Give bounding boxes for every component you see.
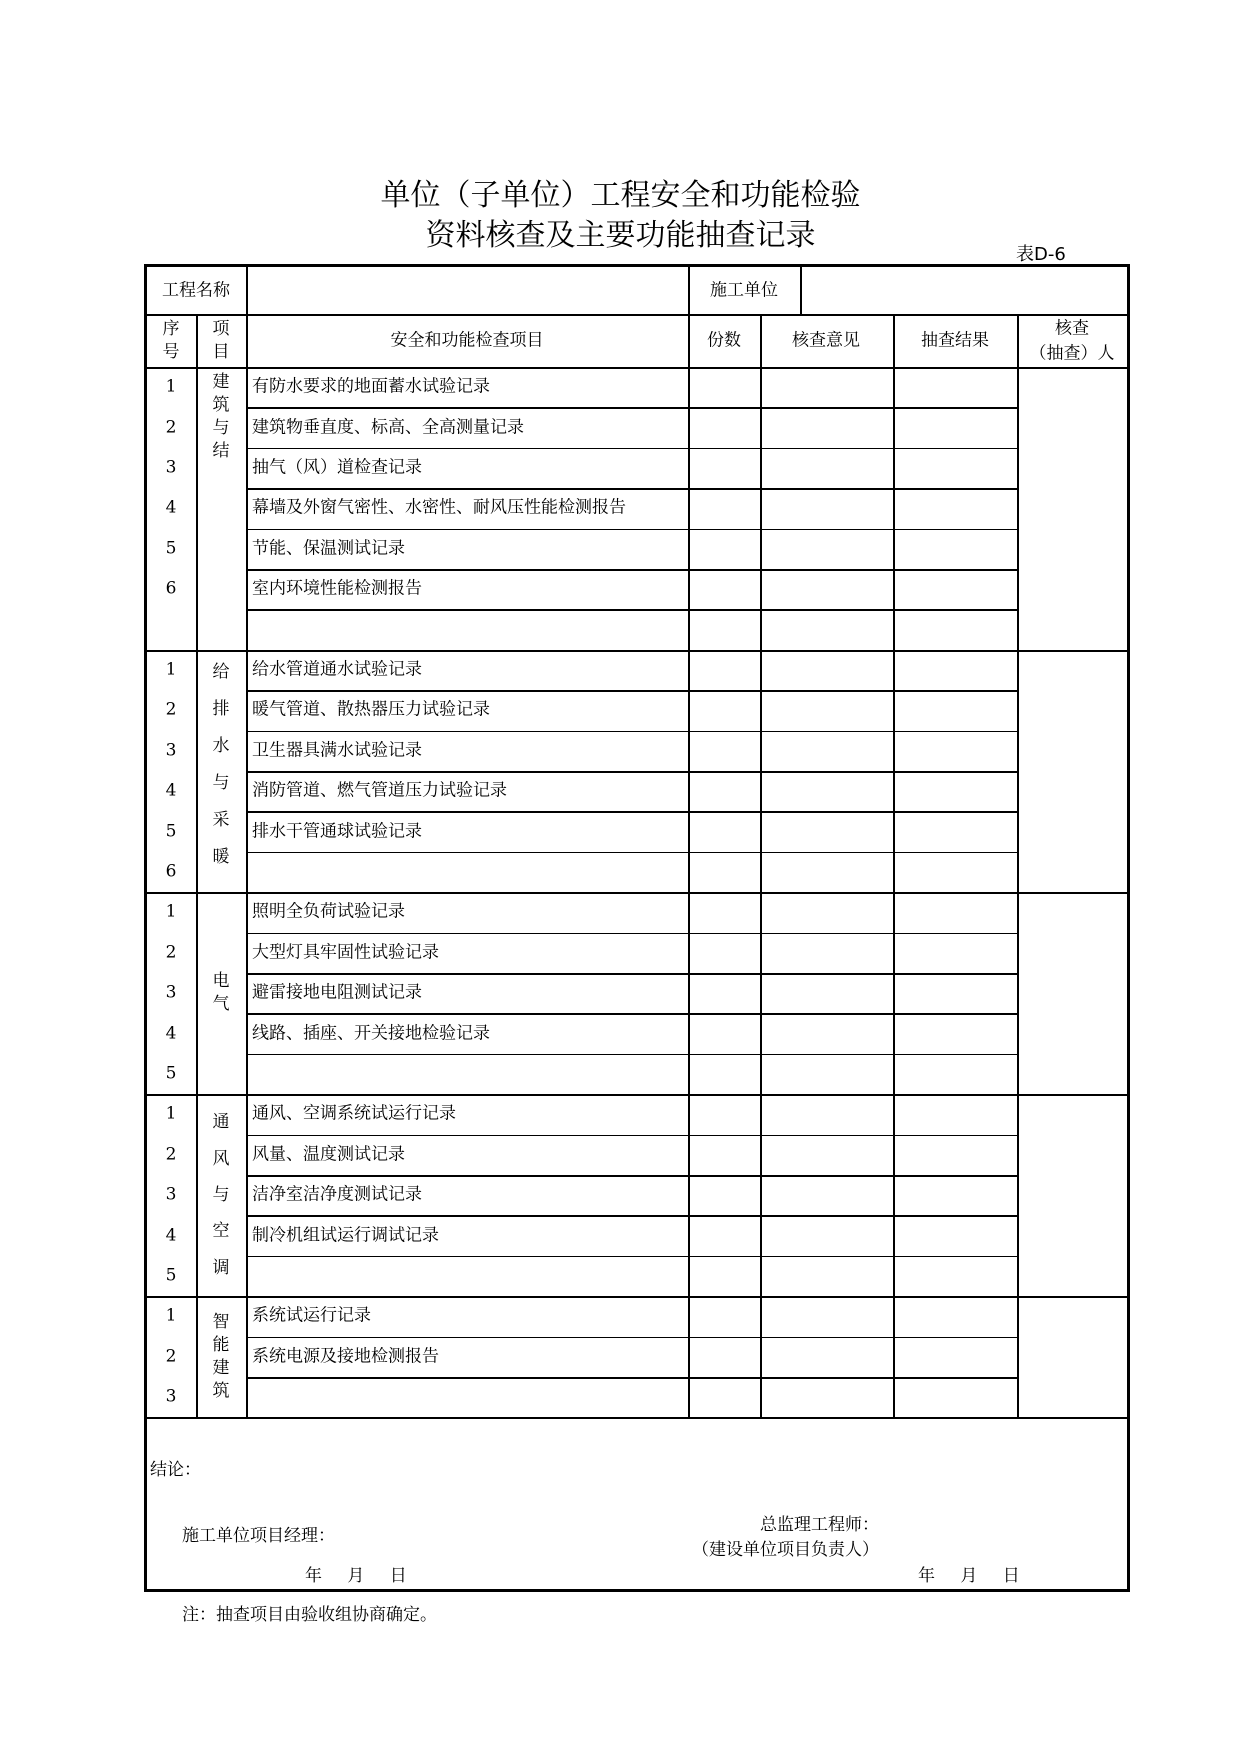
rule xyxy=(800,264,802,314)
rule xyxy=(760,1094,762,1296)
rule xyxy=(760,367,762,650)
check-item: 消防管道、燃气管道压力试验记录 xyxy=(252,780,507,801)
rule xyxy=(145,1094,1128,1096)
rule xyxy=(246,1135,1017,1137)
rule xyxy=(246,1337,1017,1339)
rule xyxy=(246,973,1017,975)
row-number: 4 xyxy=(165,497,177,518)
rule xyxy=(1017,314,1019,367)
row-number: 3 xyxy=(165,1386,177,1407)
col-copies-header: 份数 xyxy=(707,330,741,351)
rule xyxy=(246,690,1017,692)
check-item: 排水干管通球试验记录 xyxy=(252,821,422,842)
row-number: 1 xyxy=(165,659,177,680)
row-number: 5 xyxy=(165,821,177,842)
check-item: 给水管道通水试验记录 xyxy=(252,659,422,680)
rule xyxy=(246,1175,1017,1177)
rule xyxy=(145,1296,1128,1298)
check-item: 照明全负荷试验记录 xyxy=(252,901,405,922)
check-item: 建筑物垂直度、标高、全高测量记录 xyxy=(252,417,524,438)
rule xyxy=(196,314,198,367)
rule xyxy=(246,1054,1017,1056)
row-number: 5 xyxy=(165,538,177,559)
rule xyxy=(688,367,690,650)
rule xyxy=(246,367,248,650)
title: 单位（子单位）工程安全和功能检验 xyxy=(380,178,861,213)
rule xyxy=(196,892,198,1094)
col-item-header: 项 目 xyxy=(212,319,230,362)
subtitle: 资料核查及主要功能抽查记录 xyxy=(425,218,816,253)
rule xyxy=(760,892,762,1094)
rule xyxy=(246,650,248,892)
row-number: 6 xyxy=(165,578,177,599)
rule xyxy=(1017,892,1019,1094)
rule xyxy=(893,367,895,650)
rule xyxy=(688,892,690,1094)
rule xyxy=(246,448,1017,450)
col-opinion-header: 核查意见 xyxy=(792,330,860,351)
rule xyxy=(145,650,1128,652)
section-label: 通 风 与 空 调 xyxy=(212,1112,230,1278)
rule xyxy=(246,407,1017,409)
rule xyxy=(760,314,762,367)
rule xyxy=(246,569,1017,571)
row-number: 3 xyxy=(165,982,177,1003)
check-item: 系统电源及接地检测报告 xyxy=(252,1346,439,1367)
rule xyxy=(246,933,1017,935)
rule xyxy=(688,264,690,314)
row-number: 1 xyxy=(165,1103,177,1124)
conclusion-label: 结论： xyxy=(150,1460,201,1480)
rule xyxy=(246,1094,248,1296)
rule xyxy=(1017,650,1019,892)
rule xyxy=(246,731,1017,733)
col-seq-header: 序 号 xyxy=(162,319,180,362)
row-number: 4 xyxy=(165,1225,177,1246)
owner-representative-label: （建设单位项目负责人） xyxy=(692,1540,879,1560)
rule xyxy=(688,1296,690,1417)
rule xyxy=(246,1013,1017,1015)
date-left: 年 月 日 xyxy=(305,1566,407,1586)
rule xyxy=(760,1296,762,1417)
rule xyxy=(246,1215,1017,1217)
rule xyxy=(893,650,895,892)
check-item: 避雷接地电阻测试记录 xyxy=(252,982,422,1003)
date-right: 年 月 日 xyxy=(918,1566,1020,1586)
rule xyxy=(1017,367,1019,650)
construction-unit-label: 施工单位 xyxy=(710,280,778,301)
rule xyxy=(688,650,690,892)
rule xyxy=(246,852,1017,854)
rule xyxy=(145,314,1128,316)
section-label: 给 排 水 与 采 暖 xyxy=(212,661,230,868)
section-label: 建 筑 与 结 xyxy=(212,372,230,461)
rule xyxy=(246,488,1017,490)
rule xyxy=(246,811,1017,813)
project-name-label: 工程名称 xyxy=(162,280,230,301)
check-item: 制冷机组试运行调试记录 xyxy=(252,1225,439,1246)
rule xyxy=(760,650,762,892)
footnote: 注：抽查项目由验收组协商确定。 xyxy=(182,1605,437,1625)
rule xyxy=(145,1417,1128,1419)
col-person-header-2: （抽查）人 xyxy=(1029,343,1115,364)
row-number: 1 xyxy=(165,1305,177,1326)
rule xyxy=(196,1094,198,1296)
rule xyxy=(688,1094,690,1296)
check-item: 有防水要求的地面蓄水试验记录 xyxy=(252,376,490,397)
row-number: 6 xyxy=(165,861,177,882)
rule xyxy=(1017,1094,1019,1296)
form-number: 表D-6 xyxy=(1016,244,1066,265)
check-item: 通风、空调系统试运行记录 xyxy=(252,1103,456,1124)
row-number: 2 xyxy=(165,699,177,720)
col-check-item-header: 安全和功能检查项目 xyxy=(390,330,544,351)
row-number: 3 xyxy=(165,457,177,478)
col-result-header: 抽查结果 xyxy=(921,330,989,351)
rule xyxy=(246,771,1017,773)
rule xyxy=(893,1296,895,1417)
row-number: 2 xyxy=(165,417,177,438)
row-number: 4 xyxy=(165,780,177,801)
check-item: 卫生器具满水试验记录 xyxy=(252,740,422,761)
check-item: 室内环境性能检测报告 xyxy=(252,578,422,599)
rule xyxy=(893,314,895,367)
row-number: 1 xyxy=(165,376,177,397)
rule xyxy=(196,1296,198,1417)
check-item: 风量、温度测试记录 xyxy=(252,1144,405,1165)
row-number: 5 xyxy=(165,1063,177,1084)
row-number: 2 xyxy=(165,1346,177,1367)
project-manager-label: 施工单位项目经理： xyxy=(182,1526,335,1546)
col-person-header-1: 核查 xyxy=(1055,318,1089,339)
check-item: 线路、插座、开关接地检验记录 xyxy=(252,1023,490,1044)
row-number: 1 xyxy=(165,901,177,922)
rule xyxy=(246,264,248,314)
check-item: 幕墙及外窗气密性、水密性、耐风压性能检测报告 xyxy=(252,497,626,518)
check-item: 大型灯具牢固性试验记录 xyxy=(252,942,439,963)
rule xyxy=(196,367,198,650)
rule xyxy=(196,650,198,892)
rule xyxy=(246,609,1017,611)
rule xyxy=(145,367,1128,369)
rule xyxy=(1017,1296,1019,1417)
rule xyxy=(246,892,248,1094)
check-item: 暖气管道、散热器压力试验记录 xyxy=(252,699,490,720)
row-number: 5 xyxy=(165,1265,177,1286)
check-item: 抽气（风）道检查记录 xyxy=(252,457,422,478)
section-label: 电 气 xyxy=(212,971,230,1015)
check-item: 洁净室洁净度测试记录 xyxy=(252,1184,422,1205)
rule xyxy=(893,892,895,1094)
row-number: 2 xyxy=(165,1144,177,1165)
rule xyxy=(145,892,1128,894)
rule xyxy=(246,529,1017,531)
rule xyxy=(246,314,248,367)
check-item: 系统试运行记录 xyxy=(252,1305,371,1326)
row-number: 3 xyxy=(165,740,177,761)
chief-engineer-label: 总监理工程师： xyxy=(760,1515,879,1535)
row-number: 3 xyxy=(165,1184,177,1205)
rule xyxy=(893,1094,895,1296)
rule xyxy=(246,1256,1017,1258)
row-number: 2 xyxy=(165,942,177,963)
row-number: 4 xyxy=(165,1023,177,1044)
rule xyxy=(246,1377,1017,1379)
rule xyxy=(246,1296,248,1417)
check-item: 节能、保温测试记录 xyxy=(252,538,405,559)
rule xyxy=(688,314,690,367)
section-label: 智 能 建 筑 xyxy=(212,1311,230,1401)
